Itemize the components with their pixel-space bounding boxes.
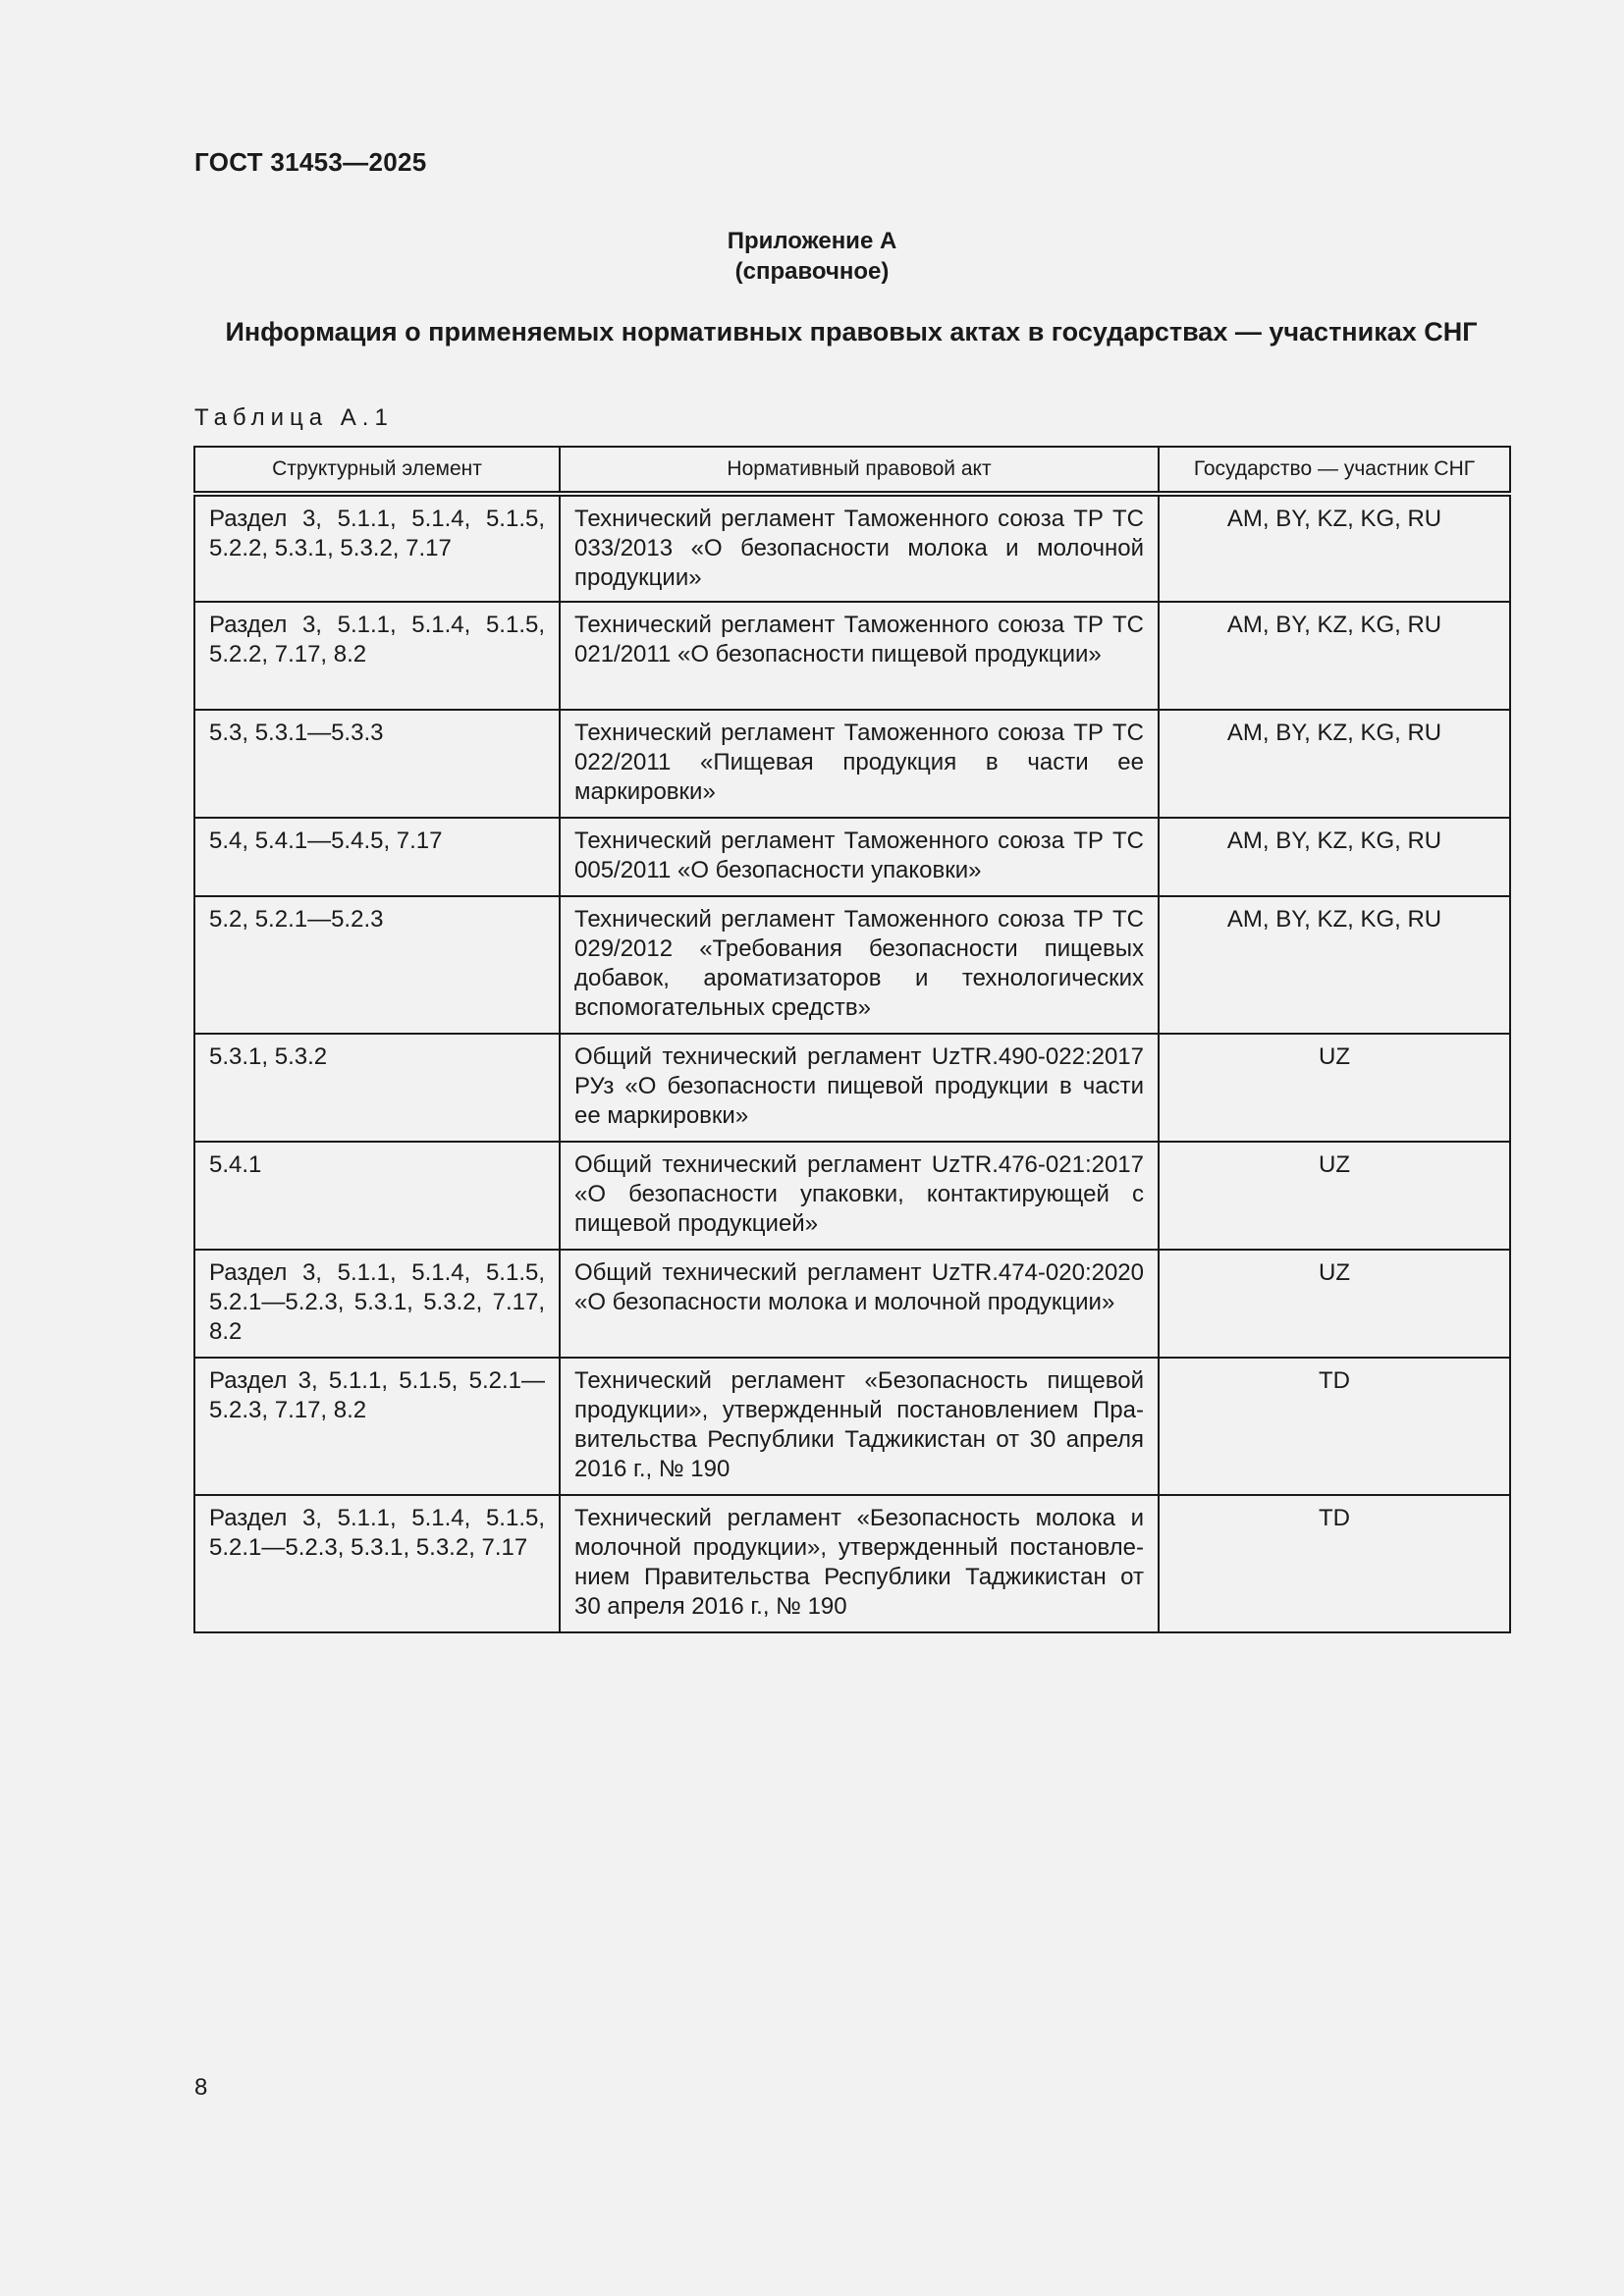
column-header-element: Структурный элемент bbox=[194, 447, 560, 494]
cell-element: Раздел 3, 5.1.1, 5.1.4, 5.1.5, 5.2.1—5.2.3, 5.3.1, 5.3.2, 7.17 bbox=[194, 1495, 560, 1632]
appendix-title: Информация о применяемых нормативных правовых актах в государствах — участниках СНГ bbox=[225, 317, 1478, 347]
cell-states: TD bbox=[1159, 1495, 1510, 1632]
cell-act: Технический регламент Таможенного союза ТР ТС 033/2013 «О безопасности молока и молочной продукции» bbox=[560, 494, 1159, 602]
cell-act: Технический регламент «Безопасность пищевой продукции», утвержденный постановлением Правительства Республики Таджикистан от 30 апреля 2016 г., № 190 bbox=[560, 1358, 1159, 1495]
table-row bbox=[194, 1034, 1510, 1142]
cell-element: 5.3.1, 5.3.2 bbox=[194, 1034, 560, 1142]
appendix-heading bbox=[0, 226, 1624, 287]
table-label: Таблица А.1 bbox=[194, 404, 394, 431]
table-row bbox=[194, 602, 1510, 710]
cell-states: AM, BY, KZ, KG, RU bbox=[1159, 710, 1510, 818]
cell-act: Технический регламент Таможенного союза ТР ТС 021/2011 «О безопасности пищевой продукции» bbox=[560, 602, 1159, 710]
cell-element: 5.3, 5.3.1—5.3.3 bbox=[194, 710, 560, 818]
cell-element: 5.4, 5.4.1—5.4.5, 7.17 bbox=[194, 818, 560, 896]
cell-states: AM, BY, KZ, KG, RU bbox=[1159, 896, 1510, 1034]
cell-states: AM, BY, KZ, KG, RU bbox=[1159, 494, 1510, 602]
legal-acts-table bbox=[193, 446, 1511, 1633]
cell-act: Технический регламент Таможенного союза ТР ТС 005/2011 «О безопасности упаковки» bbox=[560, 818, 1159, 896]
cell-states: UZ bbox=[1159, 1142, 1510, 1250]
cell-states: AM, BY, KZ, KG, RU bbox=[1159, 602, 1510, 710]
cell-element: Раздел 3, 5.1.1, 5.1.4, 5.1.5, 5.2.1—5.2.3, 5.3.1, 5.3.2, 7.17, 8.2 bbox=[194, 1250, 560, 1358]
table-row bbox=[194, 896, 1510, 1034]
column-header-act: Нормативный правовой акт bbox=[560, 447, 1159, 494]
cell-states: UZ bbox=[1159, 1250, 1510, 1358]
cell-act: Общий технический регламент UzTR.476-021:2017 «О безопасности упаковки, контактирующей с пищевой продукцией» bbox=[560, 1142, 1159, 1250]
document-code: ГОСТ 31453—2025 bbox=[194, 147, 427, 177]
table-header-row bbox=[194, 447, 1510, 494]
table-header bbox=[194, 447, 1510, 494]
table-row bbox=[194, 1495, 1510, 1632]
table-row bbox=[194, 1250, 1510, 1358]
table-row bbox=[194, 710, 1510, 818]
cell-element: Раздел 3, 5.1.1, 5.1.4, 5.1.5, 5.2.2, 5.3.1, 5.3.2, 7.17 bbox=[194, 494, 560, 602]
cell-act: Общий технический регламент UzTR.490-022:2017 РУз «О безопасности пищевой продукции в части ее маркировки» bbox=[560, 1034, 1159, 1142]
table-row bbox=[194, 494, 1510, 602]
table-row bbox=[194, 1358, 1510, 1495]
cell-element: 5.4.1 bbox=[194, 1142, 560, 1250]
column-header-states: Государство — участник СНГ bbox=[1159, 447, 1510, 494]
table-row bbox=[194, 1142, 1510, 1250]
table-row bbox=[194, 818, 1510, 896]
cell-act: Технический регламент «Безопасность молока и молочной продукции», утвержденный постановлением Правительства Республики Таджикистан от 30 апреля 2016 г., № 190 bbox=[560, 1495, 1159, 1632]
page-number: 8 bbox=[194, 2074, 208, 2101]
cell-act: Общий технический регламент UzTR.474-020:2020 «О безопасности молока и молочной продукции» bbox=[560, 1250, 1159, 1358]
cell-states: AM, BY, KZ, KG, RU bbox=[1159, 818, 1510, 896]
cell-states: UZ bbox=[1159, 1034, 1510, 1142]
cell-act: Технический регламент Таможенного союза ТР ТС 022/2011 «Пищевая продукция в части ее маркировки» bbox=[560, 710, 1159, 818]
cell-act: Технический регламент Таможенного союза ТР ТС 029/2012 «Требования безопасности пищевых добавок, ароматизаторов и технологических вспомогательных средств» bbox=[560, 896, 1159, 1034]
appendix-name: Приложение А bbox=[727, 228, 897, 254]
cell-element: 5.2, 5.2.1—5.2.3 bbox=[194, 896, 560, 1034]
appendix-type: (справочное) bbox=[734, 258, 890, 285]
cell-element: Раздел 3, 5.1.1, 5.1.4, 5.1.5, 5.2.2, 7.17, 8.2 bbox=[194, 602, 560, 710]
cell-element: Раздел 3, 5.1.1, 5.1.5, 5.2.1—5.2.3, 7.17, 8.2 bbox=[194, 1358, 560, 1495]
cell-states: TD bbox=[1159, 1358, 1510, 1495]
